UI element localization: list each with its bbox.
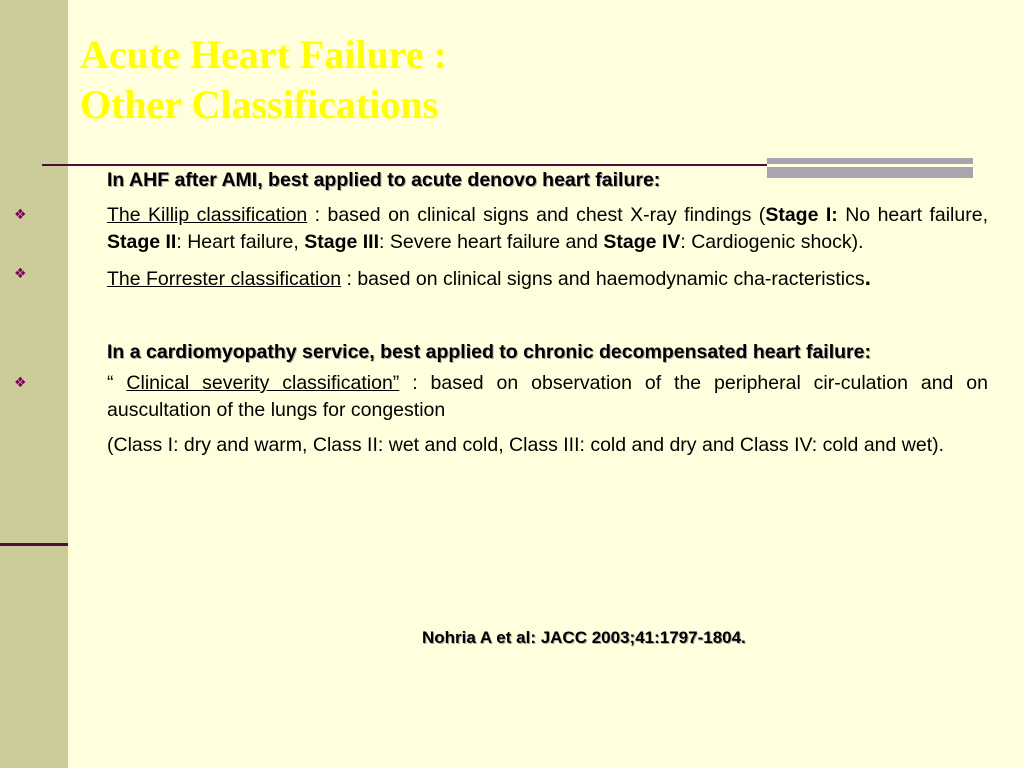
killip-name: The Killip classification bbox=[107, 204, 308, 226]
clinical-name: Clinical severity classification” bbox=[126, 372, 400, 394]
clinical-severity-paragraph bbox=[14, 370, 988, 424]
forrester-name: The Forrester classification bbox=[107, 268, 342, 290]
forrester-period: . bbox=[864, 264, 871, 290]
slide-title bbox=[80, 30, 447, 130]
clinical-desc: : based on observation of the peripheral cir-culation and on auscultation of the lungs for congestion bbox=[107, 372, 988, 421]
killip-stage3-text: : Severe heart failure and bbox=[379, 231, 604, 253]
slide-body bbox=[14, 167, 988, 459]
killip-stage3-label: Stage III bbox=[304, 231, 380, 253]
left-bar-divider bbox=[0, 543, 68, 546]
diamond-bullet-icon: ❖ bbox=[14, 266, 27, 282]
killip-stage1-label: Stage I: bbox=[765, 204, 838, 226]
forrester-desc: : based on clinical signs and haemodynamic cha-racteristics bbox=[341, 268, 865, 290]
killip-stage1-text: No heart failure, bbox=[837, 204, 988, 226]
killip-stage4-text: : Cardiogenic shock). bbox=[680, 231, 864, 253]
diamond-bullet-icon: ❖ bbox=[14, 375, 27, 391]
killip-stage2-text: : Heart failure, bbox=[176, 231, 305, 253]
clinical-open-quote: “ bbox=[107, 372, 127, 394]
section-heading-cardiomyopathy: In a cardiomyopathy service, best applied to chronic decompensated heart failure: bbox=[107, 341, 871, 363]
citation: Nohria A et al: JACC 2003;41:1797-1804. bbox=[422, 628, 746, 647]
killip-stage2-label: Stage II bbox=[107, 231, 177, 253]
killip-paragraph bbox=[14, 202, 988, 256]
section-heading-ami: In AHF after AMI, best applied to acute denovo heart failure: bbox=[107, 169, 661, 191]
slide-title-line1: Acute Heart Failure : bbox=[80, 32, 447, 77]
left-accent-bar bbox=[0, 0, 68, 768]
killip-stage4-label: Stage IV bbox=[603, 231, 681, 253]
killip-desc-intro: : based on clinical signs and chest X-ray findings ( bbox=[307, 204, 766, 226]
class-definitions: (Class I: dry and warm, Class II: wet and cold, Class III: cold and dry and Class IV: cold and wet). bbox=[107, 434, 945, 456]
forrester-paragraph bbox=[14, 261, 988, 296]
diamond-bullet-icon: ❖ bbox=[14, 207, 27, 223]
slide-title-line2: Other Classifications bbox=[80, 82, 439, 127]
